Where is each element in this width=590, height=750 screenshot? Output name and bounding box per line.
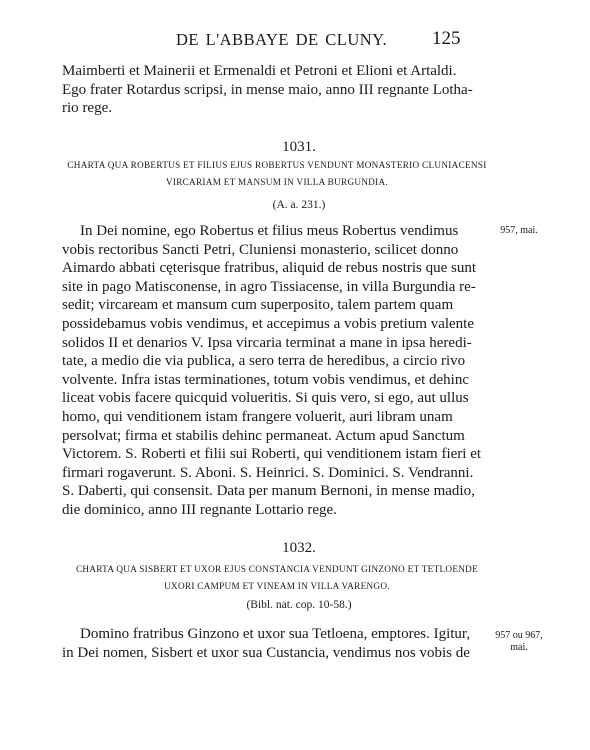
running-title: DE L'ABBAYE DE CLUNY. (176, 30, 388, 49)
text-line: In Dei nomine, ego Robertus et filius meus Robertus vendimus (80, 223, 459, 239)
intro-paragraph (62, 62, 472, 118)
text-line: Ego frater Rotardus scripsi, in mense maio, anno III regnante Lotha- (62, 81, 473, 98)
text-line: tate, a medio die via publica, a sero terra de heredibus, a circio rivo (62, 353, 466, 370)
text-line: die dominico, anno III regnante Lottario rege. (62, 501, 337, 518)
charter-number-1032: 1032. (282, 540, 316, 556)
text-line: vobis rectoribus Sancti Petri, Cluniensi monasterio, scilicet donno (62, 241, 459, 258)
rubric-line: VIRCARIAM ET MANSUM IN VILLA BURGUNDIA. (165, 177, 389, 187)
margin-date-line: mai. (510, 642, 528, 653)
text-line: Maimberti et Mainerii et Ermenaldi et Petroni et Elioni et Artaldi. (62, 63, 457, 79)
text-line: volvente. Infra istas terminationes, totum vobis vendimus, et dehinc (62, 371, 469, 388)
text-line: Domino fratribus Ginzono et uxor sua Tetloena, emptores. Igitur, (80, 626, 471, 642)
text-line: Victorem. S. Roberti et filii sui Roberti, qui venditionem istam fieri et (62, 446, 482, 463)
text-line: possidebamus vobis vendimus, et accepimus a vobis pretium valente (62, 315, 475, 332)
page-number: 125 (432, 28, 461, 49)
charter-rubric-1032 (62, 561, 492, 595)
text-line: liceat vobis facere quicquid volueritis. Si quis vero, si ego, aut ullus (62, 390, 469, 407)
text-line: firmari rogaverunt. S. Aboni. S. Heinrici. S. Dominici. S. Vendranni. (62, 464, 474, 481)
rubric-line: CHARTA QUA SISBERT ET UXOR EJUS CONSTANCIA VENDUNT GINZONO ET TETLOENDE (75, 564, 479, 574)
text-line: in Dei nomen, Sisbert et uxor sua Custancia, vendimus nos vobis de (62, 644, 470, 661)
text-line: persolvat; firma et stabilis dehinc permaneat. Actum apud Sanctum (62, 427, 465, 444)
charter-source-1031: (A. a. 231.) (272, 199, 326, 211)
running-header (0, 30, 590, 52)
charter-source-1032: (Bibl. nat. cop. 10-58.) (246, 599, 352, 611)
margin-date-1032 (484, 630, 554, 654)
rubric-line: UXORI CAMPUM ET VINEAM IN VILLA VARENGO. (164, 581, 390, 591)
text-line: site in pago Matisconense, in agro Tissiacense, in villa Burgundia re- (62, 278, 476, 295)
text-line: sedit; vircaream et mansum cum superposito, talem partem quam (62, 297, 454, 314)
margin-date-1031: 957, mai. (500, 225, 538, 236)
text-line: rio rege. (62, 100, 112, 117)
margin-date-line: 957 ou 967, (495, 630, 543, 641)
charter-rubric-1031 (62, 157, 492, 191)
text-line: S. Daberti, qui consensit. Data per manum Bernoni, in mense madio, (62, 483, 475, 500)
rubric-line: CHARTA QUA ROBERTUS ET FILIUS EJUS ROBERTUS VENDUNT MONASTERIO CLUNIACENSI (67, 160, 487, 170)
charter-text-1032 (62, 625, 472, 662)
charter-text-1031 (62, 222, 482, 520)
charter-number-1031: 1031. (282, 139, 316, 155)
text-line: Aimardo abbati cęterisque fratribus, aliquid de rebus nostris que sunt (62, 260, 477, 277)
text-line: homo, qui venditionem istam frangere voluerit, auri libram unam (62, 408, 453, 425)
text-line: solidos II et denarios V. Ipsa vircaria terminat a mane in ipsa heredi- (62, 334, 472, 351)
